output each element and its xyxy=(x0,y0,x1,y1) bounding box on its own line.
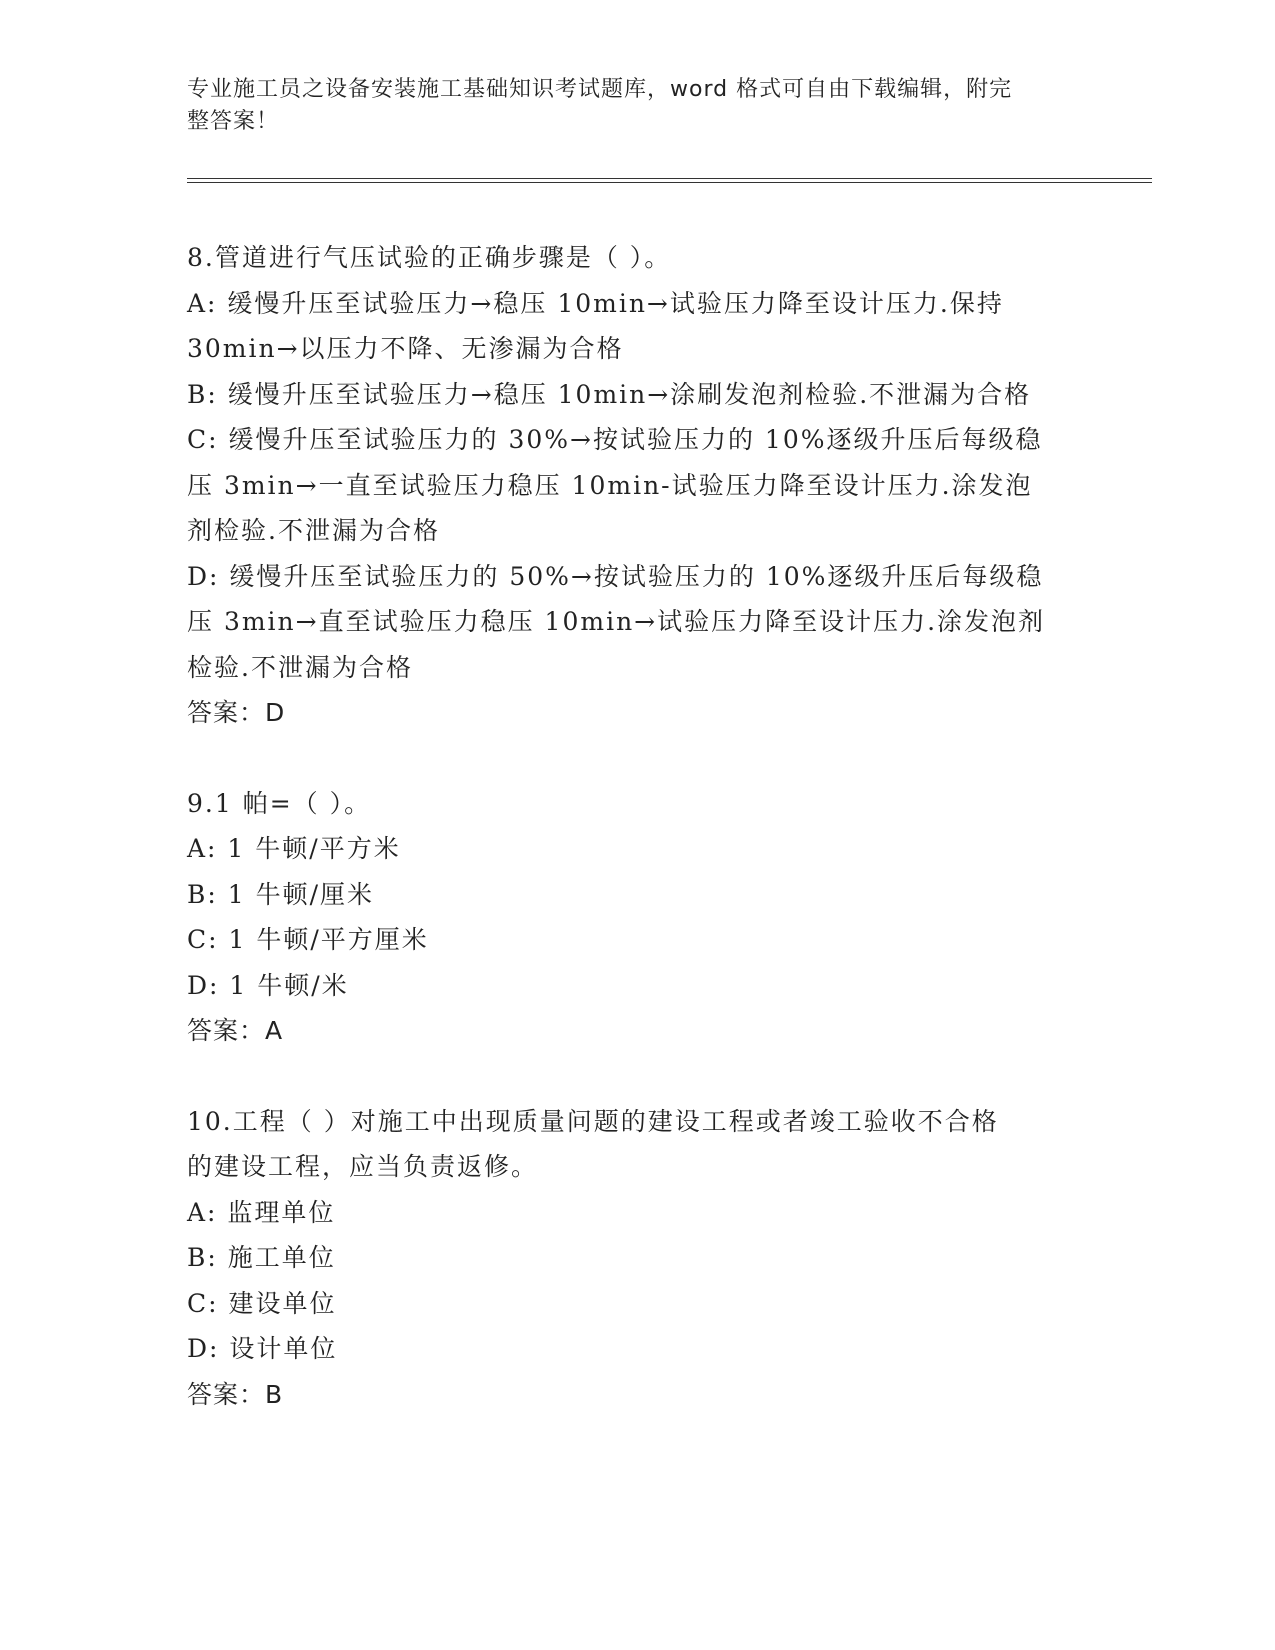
option-a: A: 监理单位 xyxy=(187,1197,336,1227)
option-d-continued: 检验.不泄漏为合格 xyxy=(187,652,413,682)
question-stem: 8.管道进行气压试验的正确步骤是（ ）。 xyxy=(187,243,672,272)
option-c-continued: 剂检验.不泄漏为合格 xyxy=(187,516,440,545)
option-a: A: 缓慢升压至试验压力→稳压 10min→试验压力降至设计压力.保持 xyxy=(187,288,1004,318)
question-9 xyxy=(187,781,1092,1054)
question-10 xyxy=(187,1099,1092,1418)
answer-line: 答案：D xyxy=(187,698,286,727)
header-divider-top xyxy=(187,178,1152,179)
option-c: C: 1 牛顿/平方厘米 xyxy=(187,925,429,954)
option-c: C: 缓慢升压至试验压力的 30%→按试验压力的 10%逐级升压后每级稳 xyxy=(187,425,1043,454)
option-d: D: 缓慢升压至试验压力的 50%→按试验压力的 10%逐级升压后每级稳 xyxy=(187,561,1044,591)
question-stem: 9.1 帕=（ ）。 xyxy=(187,788,372,818)
answer-line: 答案：B xyxy=(187,1379,284,1409)
question-list xyxy=(187,235,1092,1462)
header-text-line-2: 整答案！ xyxy=(187,109,280,134)
option-b: B: 施工单位 xyxy=(187,1243,336,1272)
option-d: D: 设计单位 xyxy=(187,1334,338,1363)
question-8 xyxy=(187,235,1092,736)
option-a: A: 1 牛顿/平方米 xyxy=(187,834,401,863)
option-c: C: 建设单位 xyxy=(187,1288,337,1318)
option-d: D: 1 牛顿/米 xyxy=(187,970,349,1000)
header-text-line-1: 专业施工员之设备安装施工基础知识考试题库，word 格式可自由下载编辑，附完 xyxy=(187,77,1013,102)
answer-line: 答案：A xyxy=(187,1016,284,1045)
header-divider-bottom xyxy=(187,182,1152,183)
option-a-continued: 30min→以压力不降、无渗漏为合格 xyxy=(187,334,624,363)
option-b: B: 缓慢升压至试验压力→稳压 10min→涂刷发泡剂检验.不泄漏为合格 xyxy=(187,379,1032,409)
option-b: B: 1 牛顿/厘米 xyxy=(187,879,375,909)
document-header xyxy=(187,74,1067,138)
question-stem-continued: 的建设工程，应当负责返修。 xyxy=(187,1152,539,1181)
question-stem: 10.工程（ ）对施工中出现质量问题的建设工程或者竣工验收不合格 xyxy=(187,1106,999,1136)
option-c-continued: 压 3min→一直至试验压力稳压 10min-试验压力降至设计压力.涂发泡 xyxy=(187,470,1033,500)
option-d-continued: 压 3min→直至试验压力稳压 10min→试验压力降至设计压力.涂发泡剂 xyxy=(187,607,1046,636)
